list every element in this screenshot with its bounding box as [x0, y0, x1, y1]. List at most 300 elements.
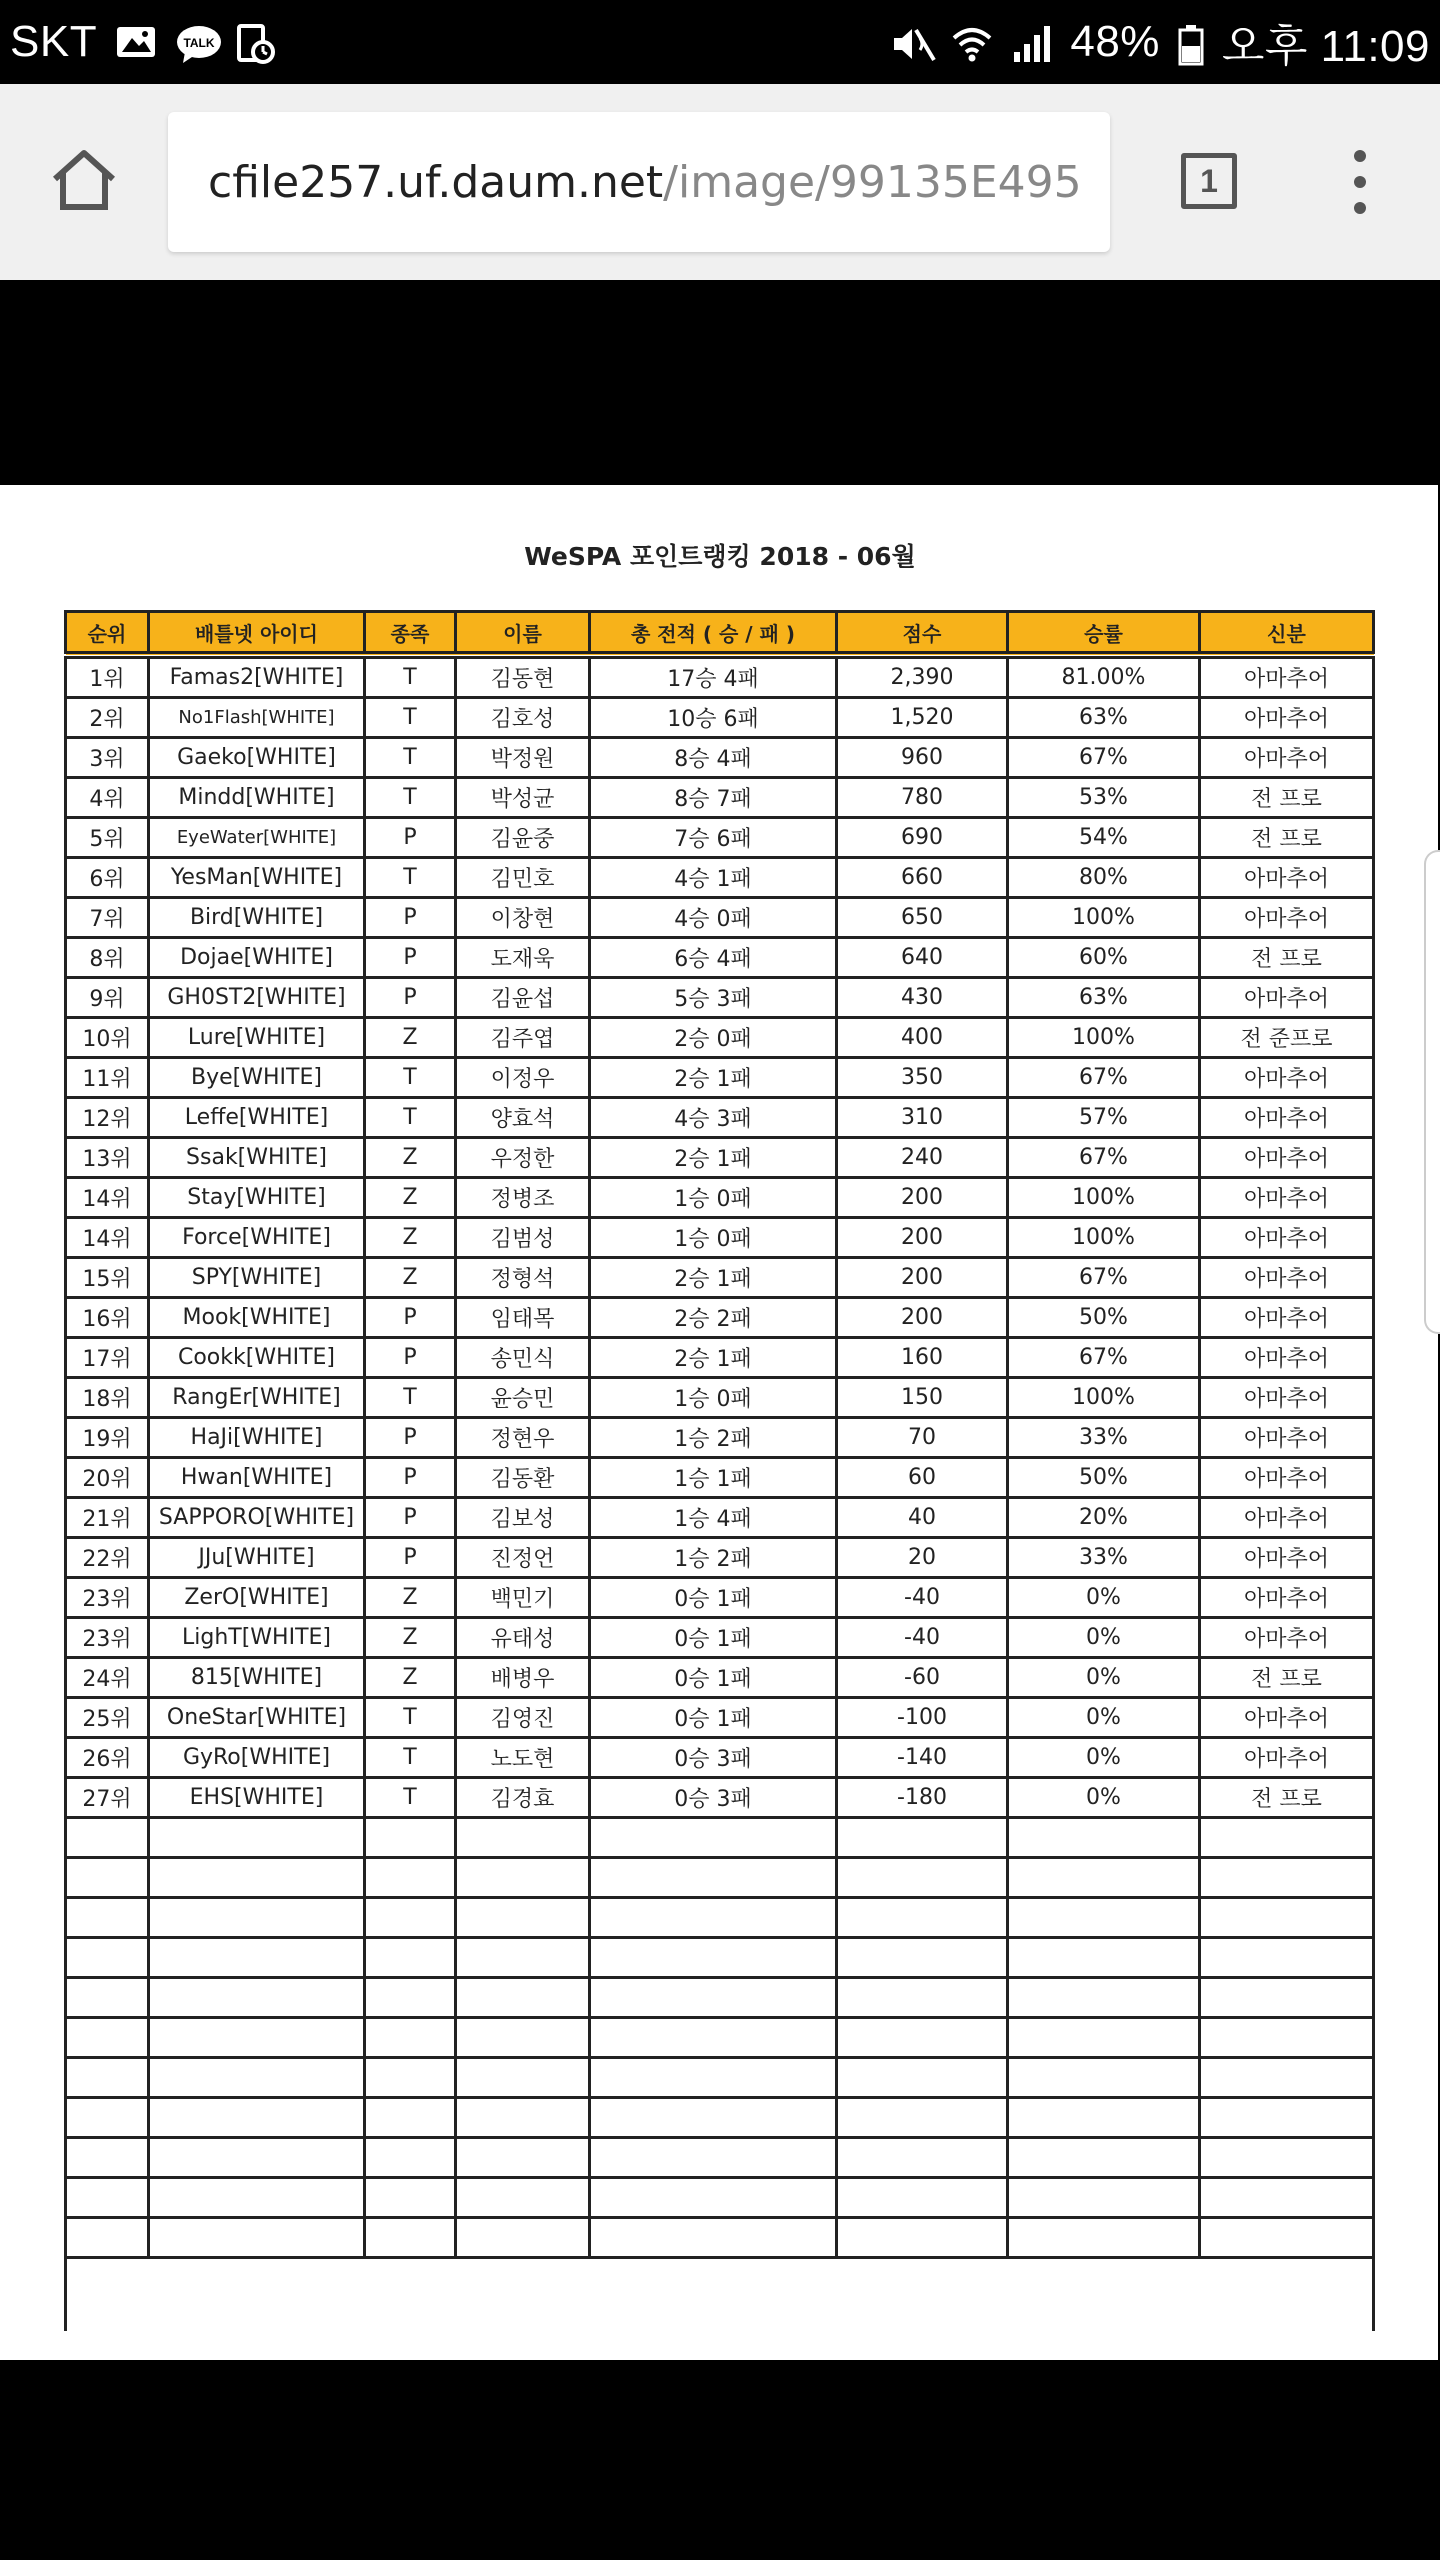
clock-file-icon	[235, 24, 277, 60]
cell-name: 이정우	[456, 1058, 590, 1098]
cell-score: 200	[837, 1218, 1008, 1258]
blank-cell	[590, 1898, 837, 1938]
footer-blank-row	[66, 2258, 1374, 2332]
cell-record: 1승 4패	[590, 1498, 837, 1538]
cell-score: 60	[837, 1458, 1008, 1498]
blank-cell	[149, 1898, 365, 1938]
blank-cell	[365, 2218, 456, 2258]
cell-status: 아마추어	[1200, 1338, 1374, 1378]
cell-name: 박성균	[456, 778, 590, 818]
cell-battlenet-id: LighT[WHITE]	[149, 1618, 365, 1658]
cell-win-rate: 0%	[1008, 1658, 1200, 1698]
cell-score: 1,520	[837, 698, 1008, 738]
cell-win-rate: 50%	[1008, 1458, 1200, 1498]
table-row	[66, 978, 1374, 1018]
blank-cell	[149, 2218, 365, 2258]
cell-name: 임태목	[456, 1298, 590, 1338]
blank-cell	[590, 1978, 837, 2018]
blank-cell	[837, 1978, 1008, 2018]
cell-race: Z	[365, 1178, 456, 1218]
blank-cell	[837, 2058, 1008, 2098]
cell-race: Z	[365, 1018, 456, 1058]
home-icon	[49, 145, 119, 215]
table-row	[66, 1298, 1374, 1338]
browser-toolbar	[0, 84, 1440, 280]
cell-name: 백민기	[456, 1578, 590, 1618]
blank-table-row	[66, 2098, 1374, 2138]
blank-table-row	[66, 2178, 1374, 2218]
cell-race: P	[365, 1498, 456, 1538]
table-row	[66, 1498, 1374, 1538]
cell-record: 1승 2패	[590, 1418, 837, 1458]
cell-battlenet-id: Bye[WHITE]	[149, 1058, 365, 1098]
blank-cell	[149, 2138, 365, 2178]
blank-cell	[590, 1858, 837, 1898]
cell-win-rate: 67%	[1008, 1258, 1200, 1298]
cell-battlenet-id: Cookk[WHITE]	[149, 1338, 365, 1378]
cell-battlenet-id: 815[WHITE]	[149, 1658, 365, 1698]
blank-cell	[837, 1858, 1008, 1898]
cell-battlenet-id: HaJi[WHITE]	[149, 1418, 365, 1458]
cell-status: 아마추어	[1200, 1578, 1374, 1618]
cell-status: 아마추어	[1200, 1138, 1374, 1178]
cell-score: 690	[837, 818, 1008, 858]
cell-name: 김윤중	[456, 818, 590, 858]
blank-cell	[1008, 2138, 1200, 2178]
cell-battlenet-id: SAPPORO[WHITE]	[149, 1498, 365, 1538]
cell-score: 2,390	[837, 655, 1008, 698]
column-header-score: 점수	[837, 612, 1008, 656]
blank-cell	[1200, 2058, 1374, 2098]
blank-table-row	[66, 2058, 1374, 2098]
blank-cell	[1200, 1938, 1374, 1978]
cell-win-rate: 67%	[1008, 738, 1200, 778]
cell-status: 전 프로	[1200, 1658, 1374, 1698]
cell-score: 660	[837, 858, 1008, 898]
table-row	[66, 1098, 1374, 1138]
cell-status: 아마추어	[1200, 1098, 1374, 1138]
cell-race: T	[365, 1378, 456, 1418]
column-header-battlenet-id: 배틀넷 아이디	[149, 612, 365, 656]
clock-time: 오후 11:09	[1221, 22, 1430, 71]
ranking-table	[64, 610, 1375, 2331]
cell-score: -180	[837, 1778, 1008, 1818]
blank-cell	[456, 2058, 590, 2098]
cell-status: 아마추어	[1200, 1418, 1374, 1458]
blank-cell	[590, 2018, 837, 2058]
cell-race: P	[365, 978, 456, 1018]
blank-cell	[149, 1818, 365, 1858]
blank-cell	[837, 2138, 1008, 2178]
blank-cell	[456, 2178, 590, 2218]
cell-rank: 15위	[66, 1258, 149, 1298]
table-row	[66, 1698, 1374, 1738]
cell-battlenet-id: Mindd[WHITE]	[149, 778, 365, 818]
column-header-status: 신분	[1200, 612, 1374, 656]
cell-rank: 21위	[66, 1498, 149, 1538]
cell-name: 김민호	[456, 858, 590, 898]
cell-name: 이창현	[456, 898, 590, 938]
footer-blank-cell	[66, 2258, 1374, 2332]
column-header-rank: 순위	[66, 612, 149, 656]
tab-count: 1	[1181, 153, 1237, 209]
column-header-record: 총 전적 ( 승 / 패 )	[590, 612, 837, 656]
home-button[interactable]	[44, 140, 124, 220]
cell-battlenet-id: No1Flash[WHITE]	[149, 698, 365, 738]
cell-name: 배병우	[456, 1658, 590, 1698]
table-row	[66, 1218, 1374, 1258]
blank-cell	[1008, 1818, 1200, 1858]
blank-cell	[456, 1978, 590, 2018]
sheet-title: WeSPA 포인트랭킹 2018 - 06월	[524, 542, 916, 571]
table-row	[66, 1658, 1374, 1698]
cell-rank: 7위	[66, 898, 149, 938]
cell-name: 정현우	[456, 1418, 590, 1458]
blank-cell	[365, 1978, 456, 2018]
cell-record: 8승 7패	[590, 778, 837, 818]
cell-record: 17승 4패	[590, 655, 837, 698]
cell-score: 20	[837, 1538, 1008, 1578]
blank-table-row	[66, 1818, 1374, 1858]
blank-cell	[149, 1858, 365, 1898]
cell-rank: 23위	[66, 1578, 149, 1618]
cell-win-rate: 57%	[1008, 1098, 1200, 1138]
cell-status: 아마추어	[1200, 1738, 1374, 1778]
cell-score: -60	[837, 1658, 1008, 1698]
blank-cell	[149, 1978, 365, 2018]
column-header-win-rate: 승률	[1008, 612, 1200, 656]
table-row	[66, 1018, 1374, 1058]
cell-record: 4승 0패	[590, 898, 837, 938]
cell-score: -40	[837, 1578, 1008, 1618]
cell-score: 70	[837, 1418, 1008, 1458]
blank-cell	[1008, 2098, 1200, 2138]
table-row	[66, 898, 1374, 938]
cell-name: 도재욱	[456, 938, 590, 978]
blank-cell	[1008, 2058, 1200, 2098]
table-row	[66, 1778, 1374, 1818]
url-host: cfile257.uf.daum.net	[208, 156, 664, 208]
table-row	[66, 778, 1374, 818]
blank-cell	[1200, 2138, 1374, 2178]
blank-cell	[590, 2218, 837, 2258]
carrier-label: SKT	[10, 17, 98, 66]
blank-cell	[149, 2178, 365, 2218]
cell-score: -140	[837, 1738, 1008, 1778]
cell-race: P	[365, 1538, 456, 1578]
cell-score: -40	[837, 1618, 1008, 1658]
cell-status: 아마추어	[1200, 738, 1374, 778]
blank-cell	[1200, 1978, 1374, 2018]
cell-name: 양효석	[456, 1098, 590, 1138]
cell-status: 전 프로	[1200, 818, 1374, 858]
cell-score: 650	[837, 898, 1008, 938]
battery-icon	[1178, 24, 1204, 60]
cell-battlenet-id: Ssak[WHITE]	[149, 1138, 365, 1178]
blank-cell	[590, 2138, 837, 2178]
cell-status: 전 프로	[1200, 938, 1374, 978]
cell-win-rate: 81.00%	[1008, 655, 1200, 698]
cell-status: 아마추어	[1200, 1258, 1374, 1298]
cell-rank: 19위	[66, 1418, 149, 1458]
cell-rank: 11위	[66, 1058, 149, 1098]
table-row	[66, 1418, 1374, 1458]
cell-battlenet-id: OneStar[WHITE]	[149, 1698, 365, 1738]
cell-win-rate: 0%	[1008, 1738, 1200, 1778]
cell-rank: 17위	[66, 1338, 149, 1378]
cell-status: 전 프로	[1200, 1778, 1374, 1818]
blank-cell	[837, 2218, 1008, 2258]
svg-text:TALK: TALK	[183, 36, 215, 50]
blank-cell	[66, 1938, 149, 1978]
table-row	[66, 938, 1374, 978]
blank-cell	[66, 2138, 149, 2178]
cell-score: 400	[837, 1018, 1008, 1058]
cell-record: 1승 0패	[590, 1178, 837, 1218]
cell-record: 1승 0패	[590, 1218, 837, 1258]
cell-rank: 22위	[66, 1538, 149, 1578]
blank-cell	[837, 1938, 1008, 1978]
cell-win-rate: 33%	[1008, 1418, 1200, 1458]
cell-score: 430	[837, 978, 1008, 1018]
cell-rank: 1위	[66, 655, 149, 698]
menu-dot	[1354, 202, 1366, 214]
table-body	[66, 655, 1374, 2331]
blank-cell	[590, 2058, 837, 2098]
cell-rank: 25위	[66, 1698, 149, 1738]
table-row	[66, 1378, 1374, 1418]
cell-score: 150	[837, 1378, 1008, 1418]
cell-race: T	[365, 738, 456, 778]
cell-status: 아마추어	[1200, 978, 1374, 1018]
cell-score: 780	[837, 778, 1008, 818]
blank-cell	[66, 1818, 149, 1858]
cell-rank: 24위	[66, 1658, 149, 1698]
cell-record: 6승 4패	[590, 938, 837, 978]
cell-race: P	[365, 1338, 456, 1378]
cell-win-rate: 33%	[1008, 1538, 1200, 1578]
blank-cell	[365, 1898, 456, 1938]
blank-cell	[66, 1898, 149, 1938]
table-row	[66, 858, 1374, 898]
cell-record: 2승 1패	[590, 1338, 837, 1378]
blank-cell	[66, 2058, 149, 2098]
blank-cell	[66, 2218, 149, 2258]
cell-battlenet-id: EyeWater[WHITE]	[149, 818, 365, 858]
overflow-menu-button[interactable]	[1330, 142, 1390, 222]
cell-race: T	[365, 1098, 456, 1138]
cell-battlenet-id: Hwan[WHITE]	[149, 1458, 365, 1498]
column-header-name: 이름	[456, 612, 590, 656]
cell-battlenet-id: RangEr[WHITE]	[149, 1378, 365, 1418]
menu-dot	[1354, 150, 1366, 162]
cell-win-rate: 63%	[1008, 978, 1200, 1018]
blank-cell	[1200, 1898, 1374, 1938]
blank-table-row	[66, 2218, 1374, 2258]
table-row	[66, 1538, 1374, 1578]
blank-cell	[837, 2098, 1008, 2138]
cell-name: 김영진	[456, 1698, 590, 1738]
cell-score: 240	[837, 1138, 1008, 1178]
cell-record: 1승 2패	[590, 1538, 837, 1578]
cell-rank: 8위	[66, 938, 149, 978]
cell-status: 아마추어	[1200, 1178, 1374, 1218]
cell-win-rate: 100%	[1008, 1178, 1200, 1218]
cell-race: T	[365, 1698, 456, 1738]
column-header-race: 종족	[365, 612, 456, 656]
cell-race: T	[365, 858, 456, 898]
cell-rank: 3위	[66, 738, 149, 778]
cell-status: 아마추어	[1200, 1218, 1374, 1258]
cell-score: 960	[837, 738, 1008, 778]
cell-win-rate: 0%	[1008, 1618, 1200, 1658]
cell-name: 노도현	[456, 1738, 590, 1778]
cell-race: Z	[365, 1258, 456, 1298]
table-row	[66, 1618, 1374, 1658]
cell-score: 200	[837, 1298, 1008, 1338]
cell-win-rate: 100%	[1008, 1218, 1200, 1258]
gallery-icon	[115, 24, 157, 60]
menu-dot	[1354, 176, 1366, 188]
cell-battlenet-id: JJu[WHITE]	[149, 1538, 365, 1578]
blank-cell	[149, 1938, 365, 1978]
blank-cell	[66, 1858, 149, 1898]
table-row	[66, 1578, 1374, 1618]
cell-rank: 14위	[66, 1218, 149, 1258]
blank-cell	[1008, 1898, 1200, 1938]
mute-icon	[890, 24, 932, 60]
cell-status: 아마추어	[1200, 1618, 1374, 1658]
cell-status: 아마추어	[1200, 1458, 1374, 1498]
cell-status: 아마추어	[1200, 655, 1374, 698]
cell-battlenet-id: Lure[WHITE]	[149, 1018, 365, 1058]
blank-cell	[1200, 2098, 1374, 2138]
cell-record: 1승 0패	[590, 1378, 837, 1418]
cell-race: Z	[365, 1618, 456, 1658]
cell-battlenet-id: SPY[WHITE]	[149, 1258, 365, 1298]
cell-status: 전 프로	[1200, 778, 1374, 818]
scroll-handle[interactable]	[1424, 850, 1440, 1334]
blank-cell	[66, 2098, 149, 2138]
blank-cell	[1200, 2178, 1374, 2218]
cell-rank: 2위	[66, 698, 149, 738]
cell-battlenet-id: Gaeko[WHITE]	[149, 738, 365, 778]
blank-cell	[66, 1978, 149, 2018]
table-row	[66, 1058, 1374, 1098]
blank-cell	[456, 1938, 590, 1978]
cell-record: 10승 6패	[590, 698, 837, 738]
cell-name: 김동환	[456, 1458, 590, 1498]
blank-cell	[1200, 2218, 1374, 2258]
cell-win-rate: 100%	[1008, 1378, 1200, 1418]
cell-record: 0승 3패	[590, 1778, 837, 1818]
cell-win-rate: 67%	[1008, 1138, 1200, 1178]
tabs-button[interactable]	[1174, 146, 1244, 216]
cell-rank: 27위	[66, 1778, 149, 1818]
blank-cell	[590, 1938, 837, 1978]
cell-win-rate: 0%	[1008, 1778, 1200, 1818]
cell-battlenet-id: Famas2[WHITE]	[149, 655, 365, 698]
blank-cell	[456, 2098, 590, 2138]
signal-icon	[1010, 24, 1052, 60]
cell-race: T	[365, 698, 456, 738]
cell-status: 아마추어	[1200, 898, 1374, 938]
cell-status: 아마추어	[1200, 1698, 1374, 1738]
cell-battlenet-id: YesMan[WHITE]	[149, 858, 365, 898]
cell-score: 200	[837, 1258, 1008, 1298]
status-bar	[0, 0, 1440, 84]
blank-table-row	[66, 2138, 1374, 2178]
table-row	[66, 1458, 1374, 1498]
url-field[interactable]	[168, 112, 1110, 252]
cell-name: 김윤섭	[456, 978, 590, 1018]
table-row	[66, 1258, 1374, 1298]
cell-name: 윤승민	[456, 1378, 590, 1418]
cell-battlenet-id: ZerO[WHITE]	[149, 1578, 365, 1618]
cell-record: 2승 2패	[590, 1298, 837, 1338]
url-path: /image/99135E495	[663, 156, 1082, 208]
blank-cell	[149, 2018, 365, 2058]
cell-status: 아마추어	[1200, 858, 1374, 898]
cell-race: Z	[365, 1658, 456, 1698]
cell-score: 310	[837, 1098, 1008, 1138]
cell-win-rate: 67%	[1008, 1338, 1200, 1378]
blank-cell	[365, 2138, 456, 2178]
blank-cell	[365, 2018, 456, 2058]
cell-name: 박정원	[456, 738, 590, 778]
talk-icon	[175, 24, 217, 60]
wifi-icon	[950, 24, 992, 60]
page-content[interactable]	[0, 280, 1440, 2560]
blank-cell	[590, 1818, 837, 1858]
blank-cell	[149, 2098, 365, 2138]
cell-race: T	[365, 1058, 456, 1098]
blank-cell	[365, 1938, 456, 1978]
blank-cell	[66, 2178, 149, 2218]
blank-cell	[365, 2178, 456, 2218]
cell-name: 김경효	[456, 1778, 590, 1818]
cell-status: 아마추어	[1200, 1058, 1374, 1098]
cell-record: 1승 1패	[590, 1458, 837, 1498]
cell-score: 160	[837, 1338, 1008, 1378]
cell-status: 아마추어	[1200, 1498, 1374, 1538]
blank-table-row	[66, 1978, 1374, 2018]
blank-cell	[837, 1898, 1008, 1938]
cell-win-rate: 100%	[1008, 1018, 1200, 1058]
cell-rank: 13위	[66, 1138, 149, 1178]
cell-race: P	[365, 1298, 456, 1338]
blank-table-row	[66, 2018, 1374, 2058]
blank-cell	[1200, 1818, 1374, 1858]
cell-race: P	[365, 1418, 456, 1458]
cell-battlenet-id: Bird[WHITE]	[149, 898, 365, 938]
blank-cell	[365, 1858, 456, 1898]
blank-cell	[1008, 2218, 1200, 2258]
cell-rank: 23위	[66, 1618, 149, 1658]
cell-status: 아마추어	[1200, 698, 1374, 738]
cell-win-rate: 67%	[1008, 1058, 1200, 1098]
cell-status: 아마추어	[1200, 1538, 1374, 1578]
cell-record: 5승 3패	[590, 978, 837, 1018]
blank-cell	[456, 2218, 590, 2258]
cell-race: Z	[365, 1578, 456, 1618]
blank-table-row	[66, 1938, 1374, 1978]
cell-battlenet-id: Mook[WHITE]	[149, 1298, 365, 1338]
blank-cell	[66, 2018, 149, 2058]
cell-record: 0승 1패	[590, 1618, 837, 1658]
cell-race: T	[365, 655, 456, 698]
blank-cell	[590, 2098, 837, 2138]
